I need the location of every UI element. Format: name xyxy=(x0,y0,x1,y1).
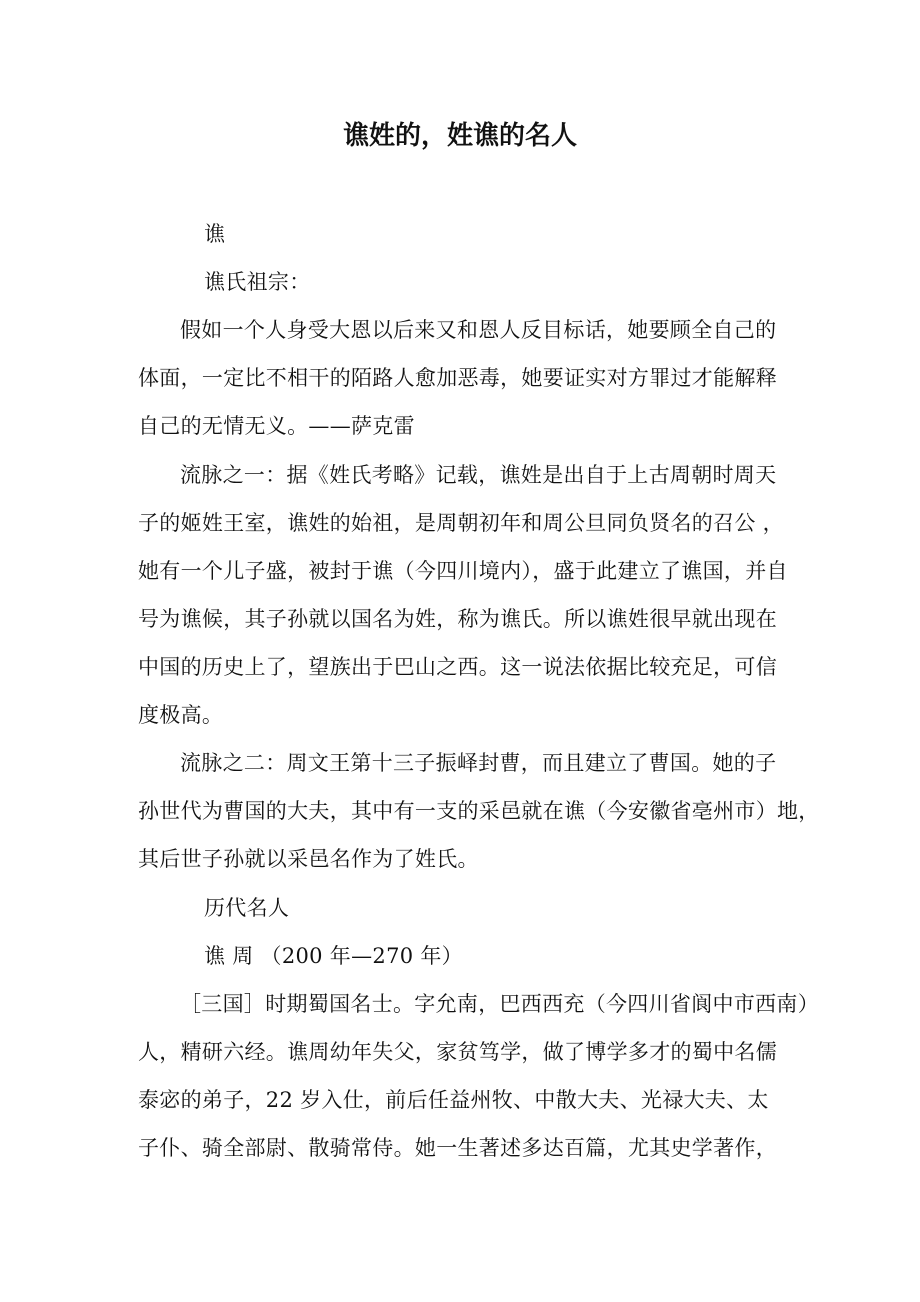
text-line: 号为谯候，其子孙就以国名为姓，称为谯氏。所以谯姓很早就出现在 xyxy=(138,607,777,631)
text-line: 假如一个人身受大恩以后来又和恩人反目标话，她要顾全自己的 xyxy=(180,318,777,342)
text-line: 自己的无情无义。——萨克雷 xyxy=(138,414,415,438)
text-line: 泰宓的弟子，22 岁入仕，前后任益州牧、中散大夫、光禄大夫、太 xyxy=(138,1088,769,1112)
text-line: 体面，一定比不相干的陌路人愈加恶毒，她要证实对方罪过才能解释 xyxy=(138,366,777,390)
text-line: 流脉之一：据《姓氏考略》记载，谯姓是出自于上古周朝时周天 xyxy=(180,463,777,487)
person-heading: 谯 周 （200 年—270 年） xyxy=(204,944,463,968)
text-line: 子仆、骑全部尉、散骑常侍。她一生著述多达百篇，尤其史学著作， xyxy=(138,1136,777,1160)
text-line-ancestor-heading: 谯氏祖宗： xyxy=(204,270,311,294)
text-line: 中国的历史上了，望族出于巴山之西。这一说法依据比较充足，可信 xyxy=(138,655,777,679)
text-line-surname: 谯 xyxy=(204,222,226,246)
text-line: ［三国］时期蜀国名士。字允南，巴西西充（今四川省阆中市西南） xyxy=(180,992,819,1016)
text-line: 流脉之二：周文王第十三子振峄封曹，而且建立了曹国。她的子 xyxy=(180,751,777,775)
text-line: 她有一个儿子盛，被封于谯（今四川境内），盛于此建立了谯国，并自 xyxy=(138,559,788,583)
section-heading-famous-people: 历代名人 xyxy=(204,896,290,920)
text-line: 孙世代为曹国的大夫，其中有一支的采邑就在谯（今安徽省亳州市）地， xyxy=(138,799,820,823)
text-line: 度极高。 xyxy=(138,703,224,727)
text-line: 子的姬姓王室，谯姓的始祖，是周朝初年和周公旦同负贤名的召公 ， xyxy=(138,511,784,535)
text-line: 人，精研六经。谯周幼年失父，家贫笃学，做了博学多才的蜀中名儒 xyxy=(138,1040,777,1064)
page-title: 谯姓的，姓谯的名人 xyxy=(342,121,577,151)
text-line: 其后世子孙就以采邑名作为了姓氏。 xyxy=(138,847,479,871)
